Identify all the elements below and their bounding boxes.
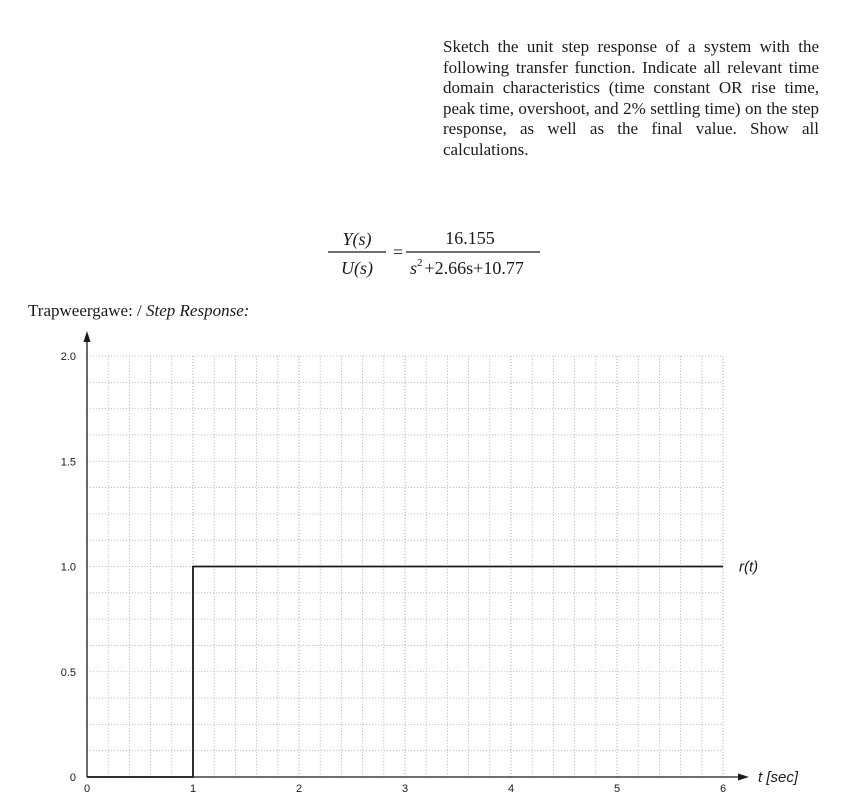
caption-italic: Step Response:	[146, 301, 250, 320]
x-tick-label: 4	[507, 783, 515, 795]
equation-lhs-denominator: U(s)	[341, 258, 373, 278]
question-text: Sketch the unit step response of a system with the following transfer function. Indicate all relevant time domain characteristics (time constant OR rise time, peak time, overshoot, and 2% settling time) on the step response, as well as the final value. Show all calculations.	[443, 37, 819, 159]
x-tick-label: 1	[189, 783, 197, 795]
caption-plain: Trapweergawe: /	[28, 301, 147, 320]
y-tick-label: 2.0	[60, 351, 76, 363]
x-axis-arrow	[738, 774, 749, 781]
equation-rhs-numerator: 16.155	[445, 228, 495, 248]
equation-equals: =	[393, 242, 404, 262]
axes	[84, 331, 750, 781]
y-axis-arrow	[84, 331, 91, 342]
equation-rhs-denominator: $s^2 +2.66s+10.77$	[410, 257, 524, 278]
x-tick-label: 3	[401, 783, 409, 795]
y-tick-label: 0.5	[60, 666, 76, 679]
x-tick-label: 5	[613, 783, 621, 795]
x-axis-label: t [sec]	[758, 769, 799, 786]
y-tick-label: 0	[69, 772, 76, 784]
x-tick-label: 6	[719, 783, 727, 795]
y-tick-label: 1.0	[60, 561, 76, 574]
x-tick-label: 0	[83, 783, 91, 795]
series-label: r(t)	[739, 558, 759, 576]
y-tick-label: 1.5	[60, 456, 76, 469]
x-tick-label: 2	[295, 783, 303, 795]
equation-lhs-numerator: Y(s)	[342, 229, 372, 249]
